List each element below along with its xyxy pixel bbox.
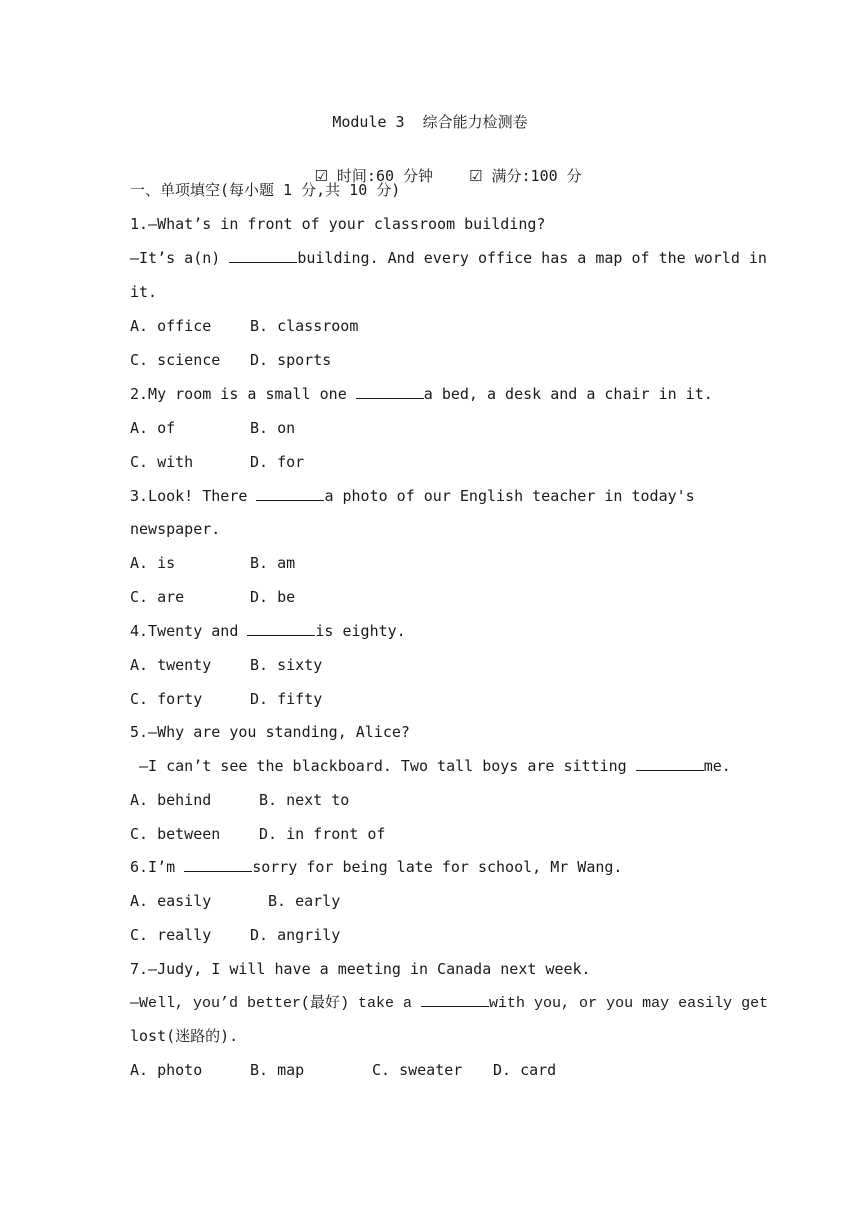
question-5-stem: 5.—Why are you standing, Alice? — [130, 723, 410, 741]
section-heading: 一、单项填空(每小题 1 分,共 10 分) — [130, 181, 401, 199]
question-1-line3: it. — [130, 283, 158, 301]
option-a: A. photo — [130, 1061, 203, 1079]
answer-blank — [636, 756, 704, 771]
time-limit: 时间:60 分钟 — [336, 167, 434, 185]
stem-text: 2.My room is a small one — [130, 385, 356, 403]
option-d: D. in front of — [259, 825, 386, 843]
option-a: A. office — [130, 317, 212, 335]
answer-blank — [256, 486, 324, 501]
stem-text: 4.Twenty and — [130, 622, 248, 640]
option-b: B. map — [250, 1061, 305, 1079]
option-a: A. behind — [130, 791, 212, 809]
option-d: D. sports — [250, 351, 332, 369]
answer-blank — [184, 857, 252, 872]
option-a: A. easily — [130, 892, 212, 910]
stem-text: 6.I’m — [130, 858, 185, 876]
question-3-line2: newspaper. — [130, 520, 221, 538]
answer-blank — [356, 384, 424, 399]
option-c: C. between — [130, 825, 221, 843]
question-3-stem — [130, 486, 695, 506]
option-d: D. for — [250, 453, 305, 471]
stem-text: is eighty. — [315, 622, 406, 640]
option-c: C. science — [130, 351, 221, 369]
option-d: D. fifty — [250, 690, 323, 708]
option-d: D. card — [493, 1061, 557, 1079]
option-b: B. next to — [259, 791, 350, 809]
option-c: C. really — [130, 926, 212, 944]
answer-blank — [421, 992, 489, 1007]
option-c: C. are — [130, 588, 185, 606]
question-2-stem — [130, 384, 713, 404]
answer-blank — [247, 621, 315, 636]
option-a: A. is — [130, 554, 176, 572]
stem-text: me. — [703, 757, 731, 775]
option-d: D. angrily — [250, 926, 341, 944]
stem-text: a photo of our English teacher in today's — [324, 487, 695, 505]
stem-text: 3.Look! There — [130, 487, 257, 505]
answer-blank — [229, 248, 297, 263]
stem-text: a bed, a desk and a chair in it. — [423, 385, 713, 403]
stem-text: sorry for being late for school, Mr Wang. — [252, 858, 623, 876]
option-d: D. be — [250, 588, 296, 606]
full-score: 满分:100 分 — [491, 167, 582, 185]
checkbox-icon: ☑ — [469, 167, 483, 185]
option-c: C. forty — [130, 690, 203, 708]
option-b: B. on — [250, 419, 296, 437]
option-a: A. twenty — [130, 656, 212, 674]
question-7-stem: 7.—Judy, I will have a meeting in Canada next week. — [130, 960, 591, 978]
option-c: C. with — [130, 453, 194, 471]
stem-text: with you, or you may easily get — [489, 995, 769, 1012]
page-title: Module 3 综合能力检测卷 — [332, 113, 528, 131]
question-7-line3: lost(迷路的). — [130, 1027, 239, 1045]
exam-info — [0, 146, 860, 206]
question-5-line2 — [130, 756, 731, 776]
question-6-stem — [130, 857, 622, 877]
option-a: A. of — [130, 419, 176, 437]
option-b: B. early — [268, 892, 341, 910]
question-1-line2 — [130, 248, 767, 268]
stem-text: —It’s a(n) — [130, 249, 230, 267]
stem-text: —I can’t see the blackboard. Two tall boys are sitting — [130, 757, 636, 775]
option-b: B. sixty — [250, 656, 323, 674]
option-c: C. sweater — [372, 1061, 463, 1079]
question-1-stem: 1.—What’s in front of your classroom building? — [130, 215, 546, 233]
checkbox-icon: ☑ — [314, 167, 328, 185]
option-b: B. classroom — [250, 317, 359, 335]
option-b: B. am — [250, 554, 296, 572]
question-4-stem — [130, 621, 406, 641]
question-7-line2 — [130, 992, 768, 1014]
stem-text: —Well, you’d better(最好) take a — [130, 995, 422, 1012]
stem-text: building. And every office has a map of the world in — [297, 249, 767, 267]
